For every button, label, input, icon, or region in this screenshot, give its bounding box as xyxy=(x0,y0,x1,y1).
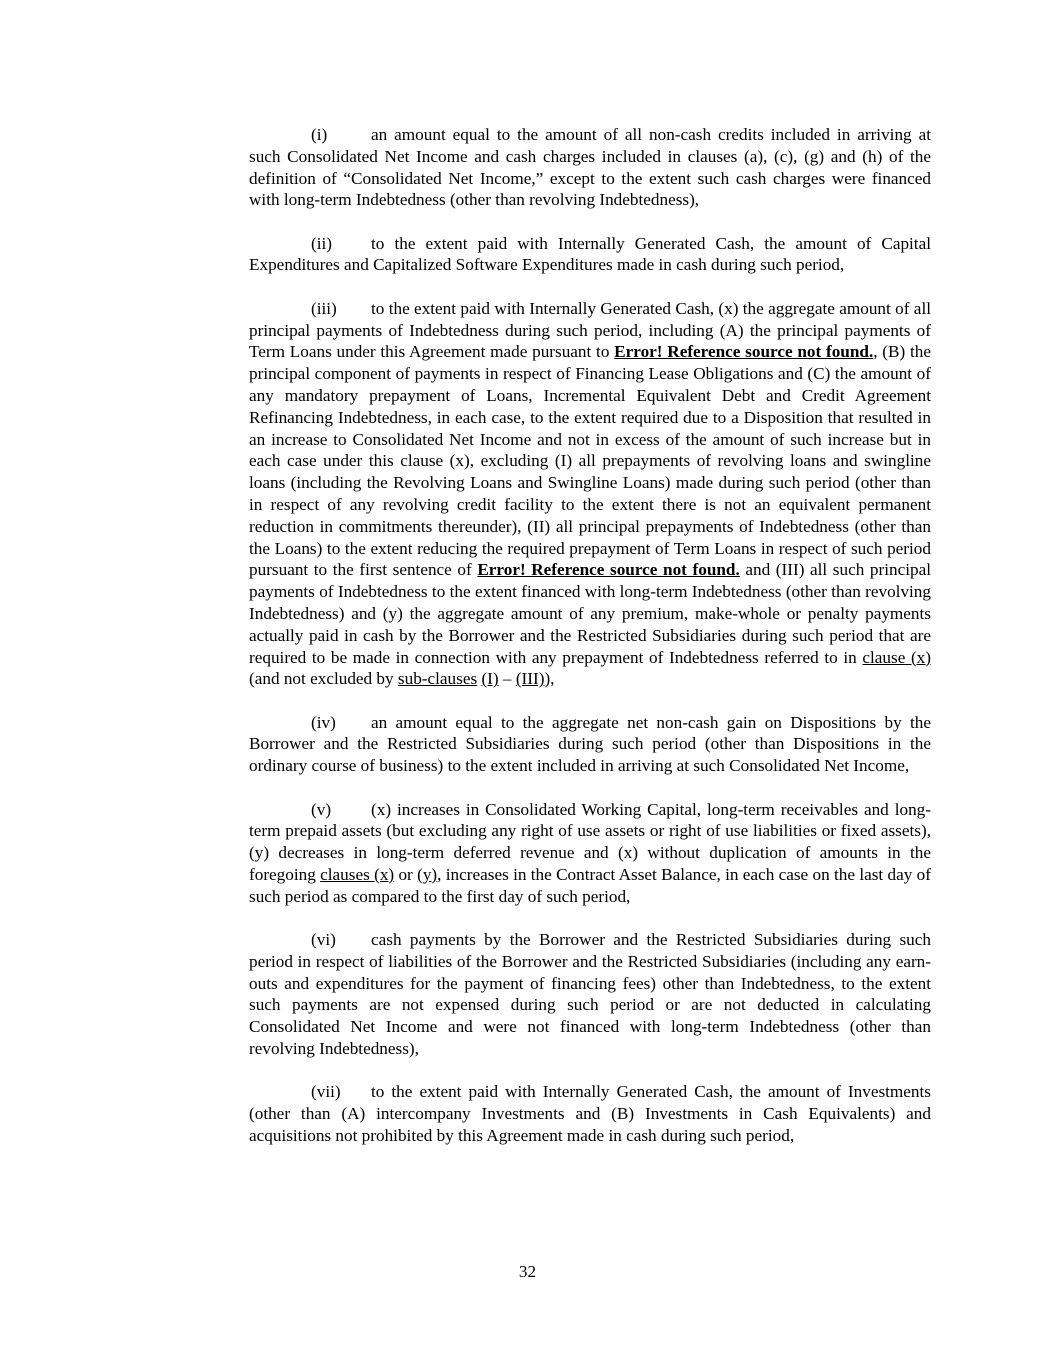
cross-reference: (I) xyxy=(481,669,499,689)
cross-reference: clause (x) xyxy=(862,647,931,667)
clause-number: (vii) xyxy=(311,1082,341,1102)
clause-vii xyxy=(249,1081,931,1146)
clause-text: an amount equal to the aggregate net non-cash gain on Dispositions by the Borrower and the Restricted Subsidiaries during such period (other than Dispositions in the ordinary course of business) to the extent included in arriving at such Consolidated Net Income, xyxy=(249,712,931,776)
clause-text: (and not excluded by xyxy=(249,669,398,689)
clause-iv xyxy=(249,712,931,777)
page-number: 32 xyxy=(518,1262,537,1281)
cross-reference: sub-clauses xyxy=(397,669,478,689)
error-reference-link[interactable]: Error! Reference source not found. xyxy=(614,342,874,362)
clause-text: – xyxy=(498,669,516,689)
clause-text: ), xyxy=(544,669,555,689)
clause-text: to the extent paid with Internally Generated Cash, (x) the aggregate amount of all principal payments of Indebtedness during such period, including (A) the principal payments of Term Loans under this Agreement made pursuant to xyxy=(249,298,931,362)
clause-text: and (III) all such principal payments of Indebtedness to the extent financed with long-term Indebtedness (other than revolving Indebtedness) and (y) the aggregate amount of any premium, make-whole or penalty payments actually paid in cash by the Borrower and the Restricted Subsidiaries during such period that are required to be made in connection with any prepayment of Indebtedness referred to in xyxy=(249,560,931,667)
clause-text: to the extent paid with Internally Generated Cash, the amount of Capital Expenditures and Capitalized Software Expenditures made in cash during such period, xyxy=(249,233,931,275)
clause-number: (iv) xyxy=(311,712,336,732)
clause-vi xyxy=(249,929,931,1060)
error-reference-link[interactable]: Error! Reference source not found. xyxy=(477,560,740,580)
clause-ii xyxy=(249,233,931,277)
clause-text: to the extent paid with Internally Generated Cash, the amount of Investments (other than (A) intercompany Investments and (B) Investments in Cash Equivalents) and acquisitions not prohibited by this Agreement made in cash during such period, xyxy=(249,1082,931,1145)
clause-number: (i) xyxy=(311,125,328,144)
clause-number: (ii) xyxy=(311,233,332,253)
document-body xyxy=(249,124,931,1168)
clause-v xyxy=(249,799,931,908)
clause-text: , (B) the principal component of payments in respect of Financing Lease Obligations and (C) the amount of any mandatory prepayment of Loans, Incremental Equivalent Debt and Credit Agreement Refinancing Indebtedness, in each case, to the extent required due to a Disposition that resulted in an increase to Consolidated Net Income and not in excess of the amount of such increase but in each case under this clause (x), excluding (I) all prepayments of revolving loans and swingline loans (including the Revolving Loans and Swingline Loans) made during such period (other than in respect of any revolving credit facility to the extent there is not an equivalent permanent reduction in commitments thereunder), (II) all principal prepayments of Indebtedness (other than the Loans) to the extent reducing the required prepayment of Term Loans in respect of such period pursuant to the first sentence of xyxy=(249,342,931,580)
cross-reference: clauses (x) xyxy=(320,864,395,884)
clause-text: , increases in the Contract Asset Balance, in each case on the last day of such period as compared to the first day of such period, xyxy=(249,864,931,906)
clause-number: (v) xyxy=(311,799,332,819)
clause-iii xyxy=(249,298,931,690)
clause-i xyxy=(249,124,931,211)
cross-reference: (y) xyxy=(417,864,438,884)
clause-text: an amount equal to the amount of all non-cash credits included in arriving at such Consolidated Net Income and cash charges included in clauses (a), (c), (g) and (h) of the definition of “Consolidated Net Income,” except to the extent such cash charges were financed with long-term Indebtedness (other than revolving Indebtedness), xyxy=(249,125,931,210)
clause-number: (iii) xyxy=(311,298,337,318)
clause-text: or xyxy=(394,864,418,884)
cross-reference: (III) xyxy=(515,669,545,689)
clause-text: (x) increases in Consolidated Working Capital, long-term receivables and long-term prepaid assets (but excluding any right of use assets or right of use liabilities or fixed assets), (y) decreases in long-term deferred revenue and (x) without duplication of amounts in the foregoing xyxy=(249,799,931,884)
clause-text: cash payments by the Borrower and the Restricted Subsidiaries during such period in respect of liabilities of the Borrower and the Restricted Subsidiaries (including any earn-outs and expenditures for the payment of financing fees) other than Indebtedness, to the extent such payments are not expensed during such period or are not deducted in calculating Consolidated Net Income and were not financed with long-term Indebtedness (other than revolving Indebtedness), xyxy=(249,930,931,1058)
clause-number: (vi) xyxy=(311,930,336,949)
